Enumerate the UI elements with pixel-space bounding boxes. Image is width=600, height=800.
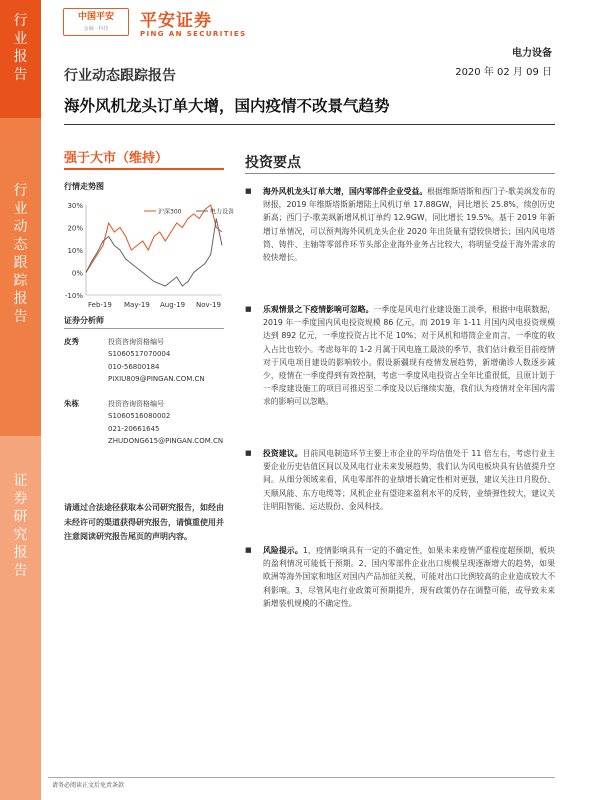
key-point-paragraph xyxy=(245,544,555,610)
sidebar-char: 研 xyxy=(13,509,28,525)
key-point-paragraph xyxy=(245,185,555,264)
analyst-info-line: S1060516080002 xyxy=(108,412,171,421)
y-tick-label: 0% xyxy=(71,269,83,278)
x-tick-label: Aug-19 xyxy=(160,301,186,309)
bullet-icon: ■ xyxy=(245,187,252,195)
x-tick-label: Nov-19 xyxy=(196,301,221,309)
y-tick-label: 30% xyxy=(67,202,83,210)
key-point-text xyxy=(263,544,555,610)
analysts-title: 证券分析师 xyxy=(64,316,104,325)
sidebar-segment-3 xyxy=(0,436,41,800)
title-divider xyxy=(64,124,555,125)
sidebar-char: 态 xyxy=(13,237,28,253)
rating-divider xyxy=(64,168,224,170)
disclaimer: 请通过合法途径获取本公司研究报告，如经由未经许可的渠道获得研究报告，请慎重使用并注意阅读研究报告尾页的声明内容。 xyxy=(64,503,224,541)
y-tick-label: 20% xyxy=(67,224,83,233)
sidebar-char: 告 xyxy=(13,563,28,579)
sidebar-char: 跟 xyxy=(13,255,28,271)
key-point-lead: 投资建议。 xyxy=(263,449,303,458)
key-point-paragraph xyxy=(245,447,555,513)
sidebar-char: 券 xyxy=(13,491,28,507)
bullet-icon: ■ xyxy=(245,305,252,313)
key-points-title: 投资要点 xyxy=(245,155,301,171)
key-point-body: 根据维斯塔斯和西门子-歌美飒发布的财报，2019 年维斯塔斯新增陆上风机订单 17.88GW，同比增长 25.8%，续创历史新高；西门子-歌美飒新增风机订单约 12.9GW，同比增长 19.5%。基于 2019 年新增订单情况，可以预判海外风机龙头企业 2020 年出货量有望较快增长；国内风电塔筒、铸件、主轴等零部件环节头部企业海外业务占比较大，将明显受益于海外需求的较快增长。 xyxy=(263,187,556,263)
sidebar-char: 踪 xyxy=(13,273,28,289)
key-point-text xyxy=(263,447,555,513)
rating: 强于大市（维持） xyxy=(64,151,169,166)
analyst-info-line: S1060517070004 xyxy=(108,350,171,359)
sidebar-char: 告 xyxy=(13,309,28,325)
bullet-icon: ■ xyxy=(245,546,252,554)
analyst-info xyxy=(108,398,223,447)
sidebar-char: 证 xyxy=(13,473,28,489)
report-type: 行业动态跟踪报告 xyxy=(64,68,176,84)
price-chart xyxy=(60,199,235,311)
sidebar-char: 告 xyxy=(13,67,28,83)
sector-label: 电力设备 xyxy=(512,48,552,59)
bullet-icon: ■ xyxy=(245,449,252,457)
key-point-text xyxy=(263,185,555,264)
sidebar-char: 报 xyxy=(13,49,28,65)
key-point-body: 目前风电制造环节主要上市企业的平均估值处于 11 倍左右，考虑行业主要企业历史估值区间以及风电行业未来发展趋势，我们认为风电板块具有估值提升空间。从细分领域来看，风电零部件的业绩增长确定性相对更强，建议关注日月股份、天顺风能、东方电缆等；风机企业有望迎来盈利水平的反转，业绩弹性较大，建议关注明阳智能、运达股份、金风科技。 xyxy=(263,449,556,511)
key-point-paragraph xyxy=(245,303,555,409)
series-line-1 xyxy=(86,219,222,287)
analyst-name: 皮秀 xyxy=(64,337,79,346)
analyst-name: 朱栋 xyxy=(64,399,79,408)
sidebar-char: 报 xyxy=(13,545,28,561)
key-point-lead: 海外风机龙头订单大增，国内零部件企业受益。 xyxy=(263,187,428,196)
pingan-logo xyxy=(63,8,129,36)
logo-text: 中国平安 xyxy=(77,12,114,22)
footer-note: 请务必阅读正文后免责条款 xyxy=(52,782,125,789)
key-point-body: 一季度是风电行业建设施工淡季，根据中电联数据，2019 年一季度国内风电投资规模 86 亿元，而 2019 年 1-11 月国内风电投资规模达到 892 亿元，一季度投资占比不足 10%；对于风机和塔筒企业而言，一季度的收入占比也较小。考虑每年的 1-2 月属于风电施工最淡的季节，我们估计截至目前疫情对于风电项目建设的影响较小。假设新疆现有疫情发展趋势，新增确诊人数逐步减少，疫情在一季度得到有效控制，考虑一季度风电投资占全年比重很低，且原计划于一季度建设施工的项目可推迟至二季度及以后继续实施，我们认为疫情对全年国内需求的影响可以忽略。 xyxy=(263,305,556,407)
y-tick-label: 10% xyxy=(67,247,83,255)
key-point-text xyxy=(263,303,555,409)
sidebar-segment-2 xyxy=(0,118,41,436)
sidebar-char: 业 xyxy=(13,201,28,217)
key-point-body: 1、疫情影响具有一定的不确定性，如果未来疫情严重程度超预期，板块的盈利情况可能低于预期。2、国内零部件企业出口规模呈现逐渐增大的趋势，如果欧洲等海外国家和地区对国内产品加征关税，可能对出口比例较高的企业造成较大不利影响。3、尽管风电行业政策可预期提升，现有政策仍存在调整可能，或导致未来新增装机规模的不确定性。 xyxy=(263,546,555,608)
y-tick-label: -10% xyxy=(64,292,83,300)
brand-name: 平安证券 xyxy=(140,11,212,31)
analysts-divider xyxy=(64,328,224,329)
report-date: 2020 年 02 月 09 日 xyxy=(455,67,552,78)
sidebar-char: 行 xyxy=(13,183,28,199)
key-point-lead: 风险提示。 xyxy=(263,546,303,555)
chart-title: 行情走势图 xyxy=(64,182,104,191)
brand-name-en: PING AN SECURITIES xyxy=(140,30,247,38)
x-tick-label: May-19 xyxy=(124,301,150,309)
page-title: 海外风机龙头订单大增，国内疫情不改景气趋势 xyxy=(64,97,390,115)
logo-sub: 金融 · 科技 xyxy=(83,26,109,32)
analyst-info xyxy=(108,336,205,385)
sidebar-char: 业 xyxy=(13,31,28,47)
sidebar-char: 动 xyxy=(13,219,28,235)
key-point-lead: 乐观情景之下疫情影响可忽略。 xyxy=(263,305,374,314)
analyst-info-line: 投资咨询资格编号 xyxy=(108,338,164,346)
analyst-info-line: PIXIU809@PINGAN.COM.CN xyxy=(108,374,205,383)
sidebar-char: 行 xyxy=(13,13,28,29)
key-points-divider xyxy=(245,173,555,174)
sidebar-char: 报 xyxy=(13,291,28,307)
analyst-info-line: ZHUDONG615@PINGAN.COM.CN xyxy=(108,436,224,445)
footer-divider xyxy=(48,777,555,778)
legend-label: 沪深300 xyxy=(158,208,182,216)
analyst-info-line: 投资咨询资格编号 xyxy=(108,400,164,408)
analyst-info-line: 021-20661645 xyxy=(108,424,160,433)
analyst-info-line: 010-56800184 xyxy=(108,362,160,371)
x-tick-label: Feb-19 xyxy=(88,301,112,309)
sidebar-char: 究 xyxy=(13,527,28,543)
legend-label: 电力设备 xyxy=(210,208,235,216)
sidebar-segment-1 xyxy=(0,0,41,118)
